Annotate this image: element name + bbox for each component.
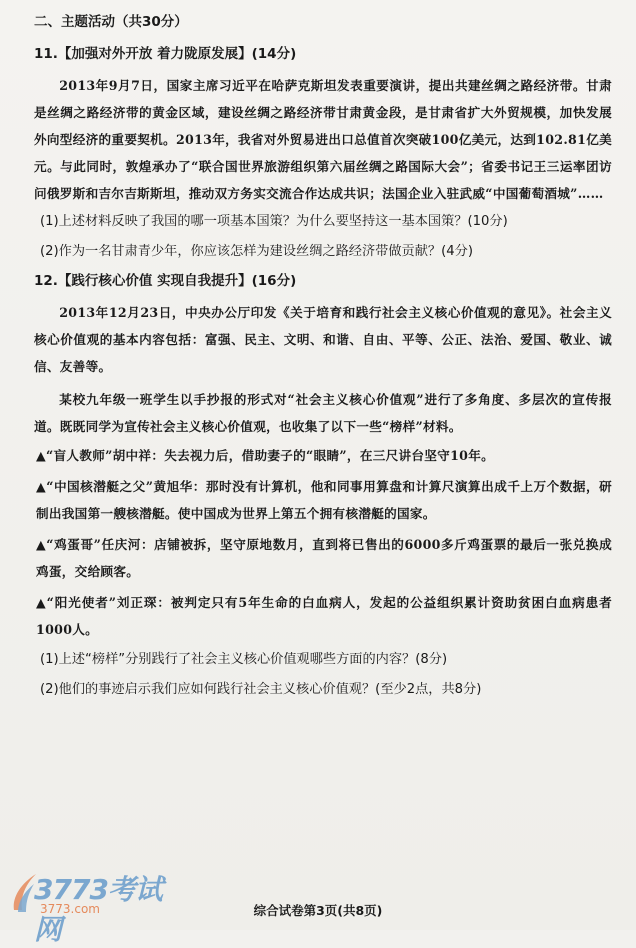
section-title: 二、主题活动（共30分） [34, 14, 188, 30]
site-watermark-url: 3773.com [40, 902, 100, 916]
question-11-sub-1: (1)上述材料反映了我国的哪一项基本国策？为什么要坚持这一基本国策？(10分) [40, 214, 508, 229]
site-watermark-brand: 3773考试网 [34, 873, 162, 946]
role-model-item: ▲“盲人教师”胡中祥：失去视力后，借助妻子的“眼睛”，在三尺讲台坚守10年。 [36, 448, 494, 463]
role-model-item: ▲“中国核潜艇之父”黄旭华：那时没有计算机，他和同事用算盘和计算尺演算出成千上万个数据，研制出我国第一艘核潜艇。使中国成为世界上第五个拥有核潜艇的国家。 [36, 479, 612, 521]
question-12-title: 12.【践行核心价值 实现自我提升】(16分) [34, 273, 297, 289]
page-footer: 综合试卷第3页(共8页) [253, 903, 383, 918]
question-11 [34, 42, 612, 265]
question-12-sub-2: (2)他们的事迹启示我们应如何践行社会主义核心价值观？(至少2点，共8分) [40, 682, 482, 697]
role-model-item: ▲“鸡蛋哥”任庆河：店铺被拆，坚守原地数月，直到将已售出的6000多斤鸡蛋票的最后一张兑换成鸡蛋，交给顾客。 [36, 537, 612, 579]
question-12-sub-1: (1)上述“榜样”分别践行了社会主义核心价值观哪些方面的内容？(8分) [40, 652, 448, 667]
page-content [34, 10, 612, 707]
question-11-material: 2013年9月7日，国家主席习近平在哈萨克斯坦发表重要演讲，提出共建丝绸之路经济带。甘肃是丝绸之路经济带的黄金区域，建设丝绸之路经济带甘肃黄金段，是甘肃省扩大外贸规模，加快发展外向型经济的重要契机。2013年，我省对外贸易进出口总值首次突破100亿美元，达到102.81亿美元。与此同时，敦煌承办了“联合国世界旅游组织第六届丝绸之路国际大会”；省委书记王三运率团访问俄罗斯和吉尔吉斯斯坦，推动双方务实交流合作达成共识；法国企业入驻武威“中国葡萄酒城”…… [34, 78, 612, 201]
question-12-material-1: 2013年12月23日，中央办公厅印发《关于培育和践行社会主义核心价值观的意见》。社会主义核心价值观的基本内容包括：富强、民主、文明、和谐、自由、平等、公正、法治、爱国、敬业、诚信、友善等。 [34, 305, 612, 374]
question-12-material-2: 某校九年级一班学生以手抄报的形式对“社会主义核心价值观”进行了多角度、多层次的宣传报道。既既同学为宣传社会主义核心价值观，也收集了以下一些“榜样”材料。 [34, 392, 612, 434]
question-12 [34, 269, 612, 703]
question-11-title: 11.【加强对外开放 着力陇原发展】(14分) [34, 46, 297, 62]
role-model-item: ▲“阳光使者”刘正琛：被判定只有5年生命的白血病人，发起的公益组织累计资助贫困白血病患者1000人。 [36, 595, 612, 637]
question-11-sub-2: (2)作为一名甘肃青少年，你应该怎样为建设丝绸之路经济带做贡献？(4分) [40, 244, 473, 259]
